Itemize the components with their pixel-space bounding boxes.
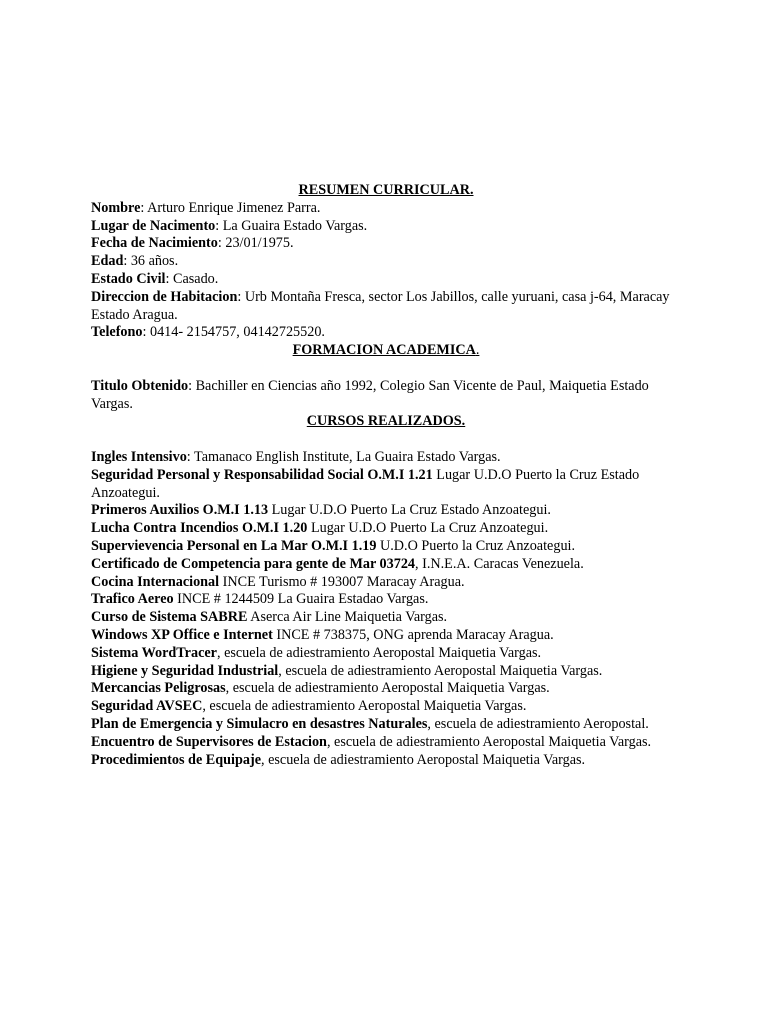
- field-label: Direccion de Habitacion: [91, 288, 238, 305]
- field-label: Lugar de Nacimento: [91, 217, 216, 234]
- field-telefono: [91, 324, 681, 342]
- course-name: Primeros Auxilios O.M.I 1.13: [91, 502, 269, 519]
- course-item: [91, 502, 681, 520]
- field-direccion: [91, 289, 681, 325]
- course-name: Ingles Intensivo: [91, 448, 187, 465]
- course-item: [91, 609, 681, 627]
- course-name: Plan de Emergencia y Simulacro en desastres Naturales: [91, 715, 428, 732]
- course-detail: Lugar U.D.O Puerto la Cruz Estado Anzoategui.: [91, 466, 640, 501]
- field-value: : 23/01/1975.: [217, 235, 294, 252]
- field-value: : La Guaira Estado Vargas.: [215, 217, 368, 234]
- course-name: Cocina Internacional: [91, 573, 220, 590]
- section-heading-cursos: CURSOS REALIZADOS.: [306, 413, 466, 430]
- course-item: [91, 467, 681, 503]
- course-item: [91, 752, 681, 770]
- course-item: [91, 538, 681, 556]
- course-name: Curso de Sistema SABRE: [91, 609, 248, 626]
- course-detail: , escuela de adiestramiento Aeropostal Maiquetia Vargas.: [278, 662, 603, 679]
- field-value: : Urb Montaña Fresca, sector Los Jabillos, calle yuruani, casa j-64, Maracay Estado Aragua.: [91, 288, 670, 323]
- course-name: Certificado de Competencia para gente de Mar 03724: [91, 555, 416, 572]
- course-item: [91, 591, 681, 609]
- course-detail: , escuela de adiestramiento Aeropostal.: [427, 715, 649, 732]
- course-detail: , escuela de adiestramiento Aeropostal Maiquetia Vargas.: [216, 644, 542, 661]
- section-heading-trail: .: [475, 342, 480, 359]
- course-item: [91, 574, 681, 592]
- section-heading-formacion: [91, 342, 681, 360]
- course-detail: , escuela de adiestramiento Aeropostal Maiquetia Vargas.: [225, 680, 550, 697]
- document-page: [91, 182, 681, 769]
- field-estado-civil: [91, 271, 681, 289]
- spacer: [91, 431, 681, 449]
- field-value: : Arturo Enrique Jimenez Parra.: [140, 199, 321, 216]
- course-item: [91, 556, 681, 574]
- course-list: [91, 449, 681, 769]
- course-item: [91, 663, 681, 681]
- course-detail: , escuela de adiestramiento Aeropostal Maiquetia Vargas.: [326, 733, 652, 750]
- course-detail: INCE # 738375, ONG aprenda Maracay Aragua.: [272, 626, 554, 643]
- course-item: [91, 680, 681, 698]
- course-detail: , I.N.E.A. Caracas Venezuela.: [415, 555, 584, 572]
- field-value: : Bachiller en Ciencias año 1992, Colegio San Vicente de Paul, Maiquetia Estado Vargas.: [91, 377, 649, 412]
- course-detail: , escuela de adiestramiento Aeropostal Maiquetia Vargas.: [261, 751, 586, 768]
- section-heading-text: FORMACION ACADEMICA: [292, 342, 476, 359]
- field-lugar-nacimiento: [91, 218, 681, 236]
- course-detail: INCE # 1244509 La Guaira Estadao Vargas.: [173, 591, 429, 608]
- course-name: Procedimientos de Equipaje: [91, 751, 261, 768]
- field-label: Telefono: [91, 324, 143, 341]
- field-fecha-nacimiento: [91, 235, 681, 253]
- field-value: : Casado.: [165, 270, 219, 287]
- course-detail: INCE Turismo # 193007 Maracay Aragua.: [219, 573, 465, 590]
- field-label: Fecha de Nacimiento: [91, 235, 218, 252]
- course-detail: Lugar U.D.O Puerto La Cruz Anzoategui.: [307, 520, 549, 537]
- course-name: Seguridad AVSEC: [91, 698, 203, 715]
- course-detail: , escuela de adiestramiento Aeropostal Maiquetia Vargas.: [202, 698, 527, 715]
- field-value: : 36 años.: [123, 253, 179, 270]
- course-name: Seguridad Personal y Responsabilidad Social O.M.I 1.21: [91, 466, 433, 483]
- field-label: Titulo Obtenido: [91, 377, 189, 394]
- course-item: [91, 734, 681, 752]
- field-label: Edad: [91, 253, 124, 270]
- field-label: Nombre: [91, 199, 141, 216]
- course-detail: Lugar U.D.O Puerto La Cruz Estado Anzoategui.: [268, 502, 551, 519]
- course-detail: : Tamanaco English Institute, La Guaira Estado Vargas.: [186, 448, 501, 465]
- course-name: Sistema WordTracer: [91, 644, 217, 661]
- course-name: Higiene y Seguridad Industrial: [91, 662, 279, 679]
- course-item: [91, 716, 681, 734]
- field-nombre: [91, 200, 681, 218]
- spacer: [91, 360, 681, 378]
- field-titulo: [91, 378, 681, 414]
- course-item: [91, 645, 681, 663]
- course-name: Lucha Contra Incendios O.M.I 1.20: [91, 520, 308, 537]
- course-name: Encuentro de Supervisores de Estacion: [91, 733, 327, 750]
- course-item: [91, 698, 681, 716]
- document-title: RESUMEN CURRICULAR.: [298, 182, 474, 198]
- course-name: Windows XP Office e Internet: [91, 626, 273, 643]
- course-item: [91, 627, 681, 645]
- field-edad: [91, 253, 681, 271]
- course-name: Mercancias Peligrosas: [91, 680, 226, 697]
- field-label: Estado Civil: [91, 270, 166, 287]
- course-name: Supervievencia Personal en La Mar O.M.I 1.19: [91, 537, 377, 554]
- course-item: [91, 449, 681, 467]
- course-detail: U.D.O Puerto la Cruz Anzoategui.: [376, 537, 576, 554]
- course-name: Trafico Aereo: [91, 591, 174, 608]
- course-detail: Aserca Air Line Maiquetia Vargas.: [247, 609, 448, 626]
- field-value: : 0414- 2154757, 04142725520.: [142, 324, 325, 341]
- course-item: [91, 520, 681, 538]
